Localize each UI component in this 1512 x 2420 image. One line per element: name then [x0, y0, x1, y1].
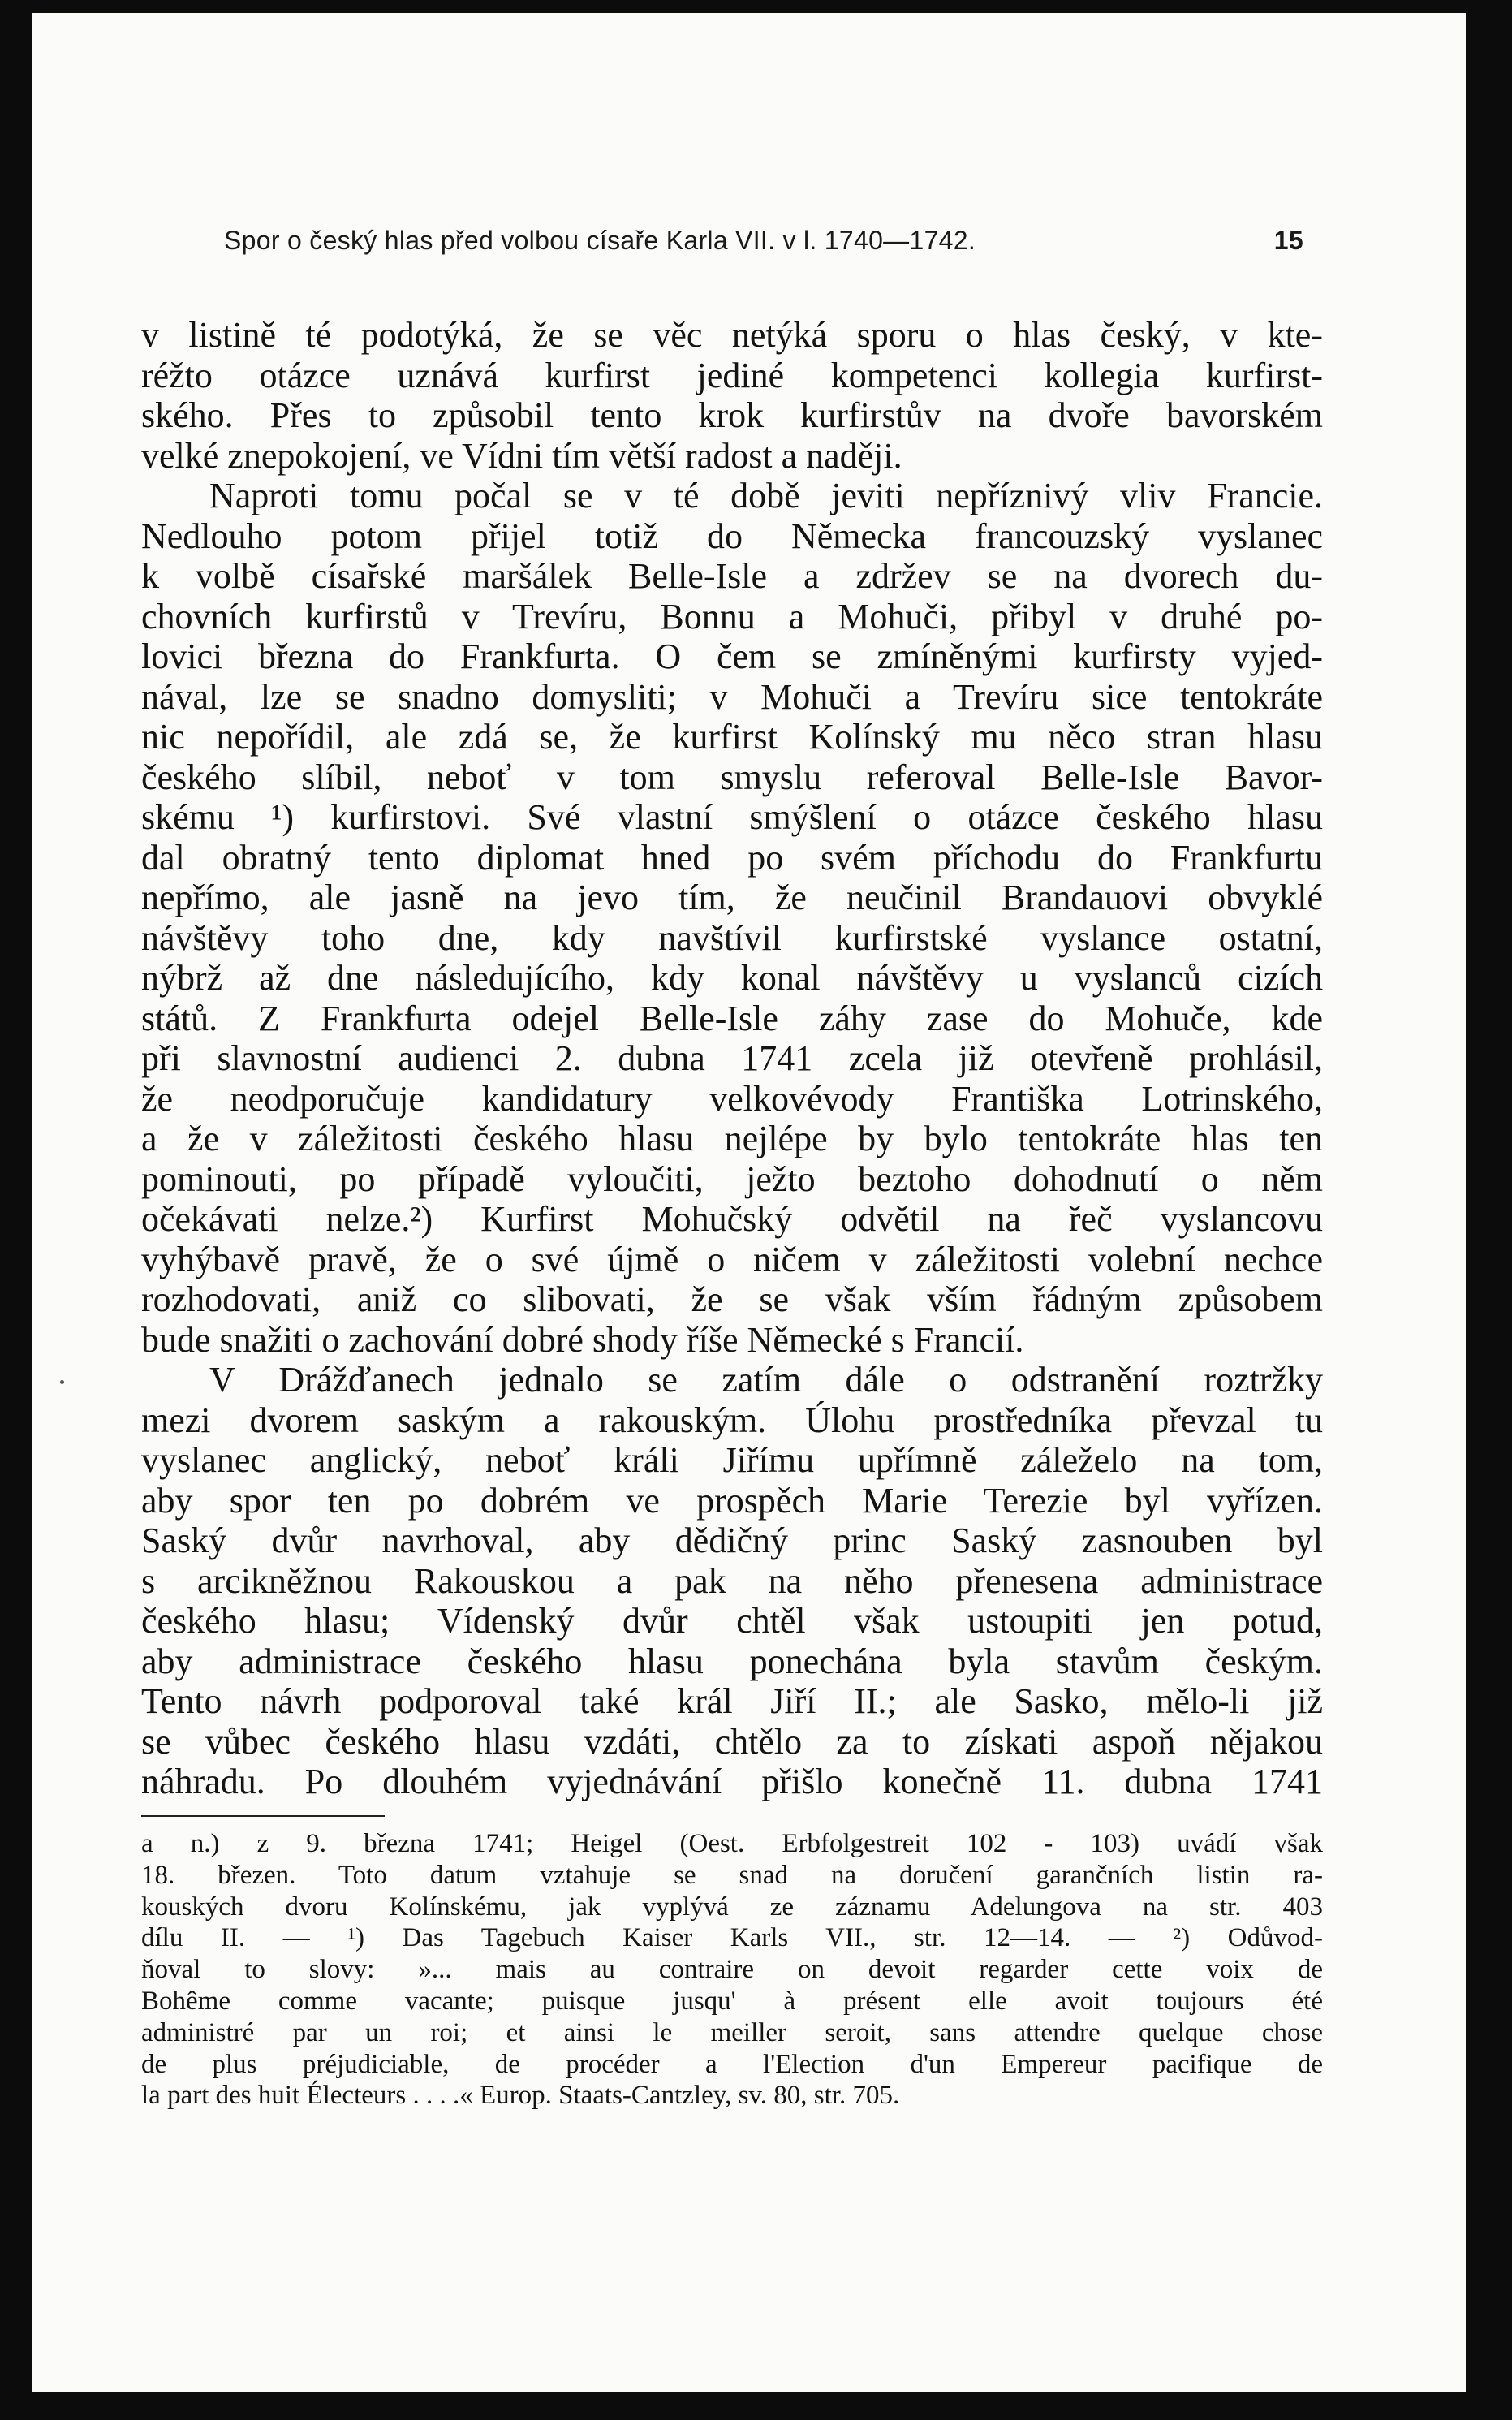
text-line: chovních kurfirstů v Trevíru, Bonnu a Mohuči, přibyl v druhé po- [141, 596, 1323, 636]
text-line: velké znepokojení, ve Vídni tím větší radost a naději. [141, 435, 902, 476]
text-line: náhradu. Po dlouhém vyjednávání přišlo konečně 11. dubna 1741 [141, 1762, 1323, 1801]
text-line: aby administrace českého hlasu ponechána byla stavům českým. [141, 1641, 1323, 1681]
footnotes [141, 1828, 1323, 2112]
footnote-line: dílu II. — ¹) Das Tagebuch Kaiser Karls VII., str. 12—14. — ²) Odůvod- [141, 1923, 1323, 1953]
text-line: a že v záležitosti českého hlasu nejlépe by bylo tentokráte hlas ten [141, 1119, 1323, 1158]
page-number: 15 [1273, 226, 1303, 255]
main-text [141, 315, 1323, 1802]
footnote-line: de plus préjudiciable, de procéder a l'Election d'un Empereur pacifique de [141, 2049, 1323, 2079]
text-line: že neodporučuje kandidatury velkovévody Františka Lotrinského, [141, 1078, 1323, 1119]
text-line: českého slíbil, neboť v tom smyslu referoval Belle-Isle Bavor- [141, 757, 1323, 797]
text-line: k volbě císařské maršálek Belle-Isle a zdržev se na dvorech du- [141, 556, 1323, 596]
text-line: Tento návrh podporoval také král Jiří II.; ale Sasko, mělo-li již [141, 1681, 1323, 1721]
text-line: v listině té podotýká, že se věc netýká sporu o hlas český, v kte- [141, 315, 1323, 355]
text-line: Nedlouho potom přijel totiž do Německa francouzský vyslanec [141, 515, 1323, 556]
text-line: réžto otázce uznává kurfirst jediné kompetenci kollegia kurfirst- [141, 355, 1323, 395]
text-line: nával, lze se snadno domysliti; v Mohuči a Trevíru sice tentokráte [141, 676, 1323, 717]
text-line: skému ¹) kurfirstovi. Své vlastní smýšlení o otázce českého hlasu [141, 797, 1323, 837]
footnote-separator [141, 1815, 385, 1817]
running-header [224, 226, 1303, 266]
footnote-line: administré par un roi; et ainsi le meiller seroit, sans attendre quelque chose [141, 2017, 1323, 2047]
text-line: rozhodovati, aniž co slibovati, že se však vším řádným způsobem [141, 1279, 1323, 1319]
text-line: dal obratný tento diplomat hned po svém příchodu do Frankfurtu [141, 837, 1323, 878]
text-line: vyhýbavě pravě, že o své újmě o ničem v záležitosti volební nechce [141, 1239, 1323, 1279]
running-title: Spor o český hlas před volbou císaře Karla VII. v l. 1740—1742. [224, 226, 976, 255]
text-line: českého hlasu; Vídenský dvůr chtěl však ustoupiti jen potud, [141, 1601, 1323, 1641]
text-line: vyslanec anglický, neboť králi Jiřímu upřímně záleželo na tom, [141, 1440, 1323, 1480]
text-line: očekávati nelze.²) Kurfirst Mohučský odvětil na řeč vyslancovu [141, 1199, 1323, 1239]
text-line: lovici března do Frankfurta. O čem se zmíněnými kurfirsty vyjed- [141, 636, 1323, 676]
text-line: států. Z Frankfurta odejel Belle-Isle záhy zase do Mohuče, kde [141, 998, 1323, 1038]
text-line: pominouti, po případě vyloučiti, ježto beztoho dohodnutí o něm [141, 1158, 1323, 1199]
text-line: nepřímo, ale jasně na jevo tím, že neučinil Brandauovi obvyklé [141, 878, 1323, 917]
footnote-line: kouských dvoru Kolínskému, jak vyplývá ze záznamu Adelungova na str. 403 [141, 1892, 1323, 1922]
text-line: ského. Přes to způsobil tento krok kurfirstův na dvoře bavorském [141, 395, 1323, 435]
footnote-line: 18. březen. Toto datum vztahuje se snad na doručení garančních listin ra- [141, 1860, 1323, 1890]
footnote-line: la part des huit Électeurs . . . .« Europ. Staats-Cantzley, sv. 80, str. 705. [141, 2081, 900, 2111]
text-line: V Drážďanech jednalo se zatím dále o odstranění roztržky [209, 1360, 1323, 1400]
text-line: bude snažiti o zachování dobré shody říše Německé s Francií. [141, 1319, 1024, 1360]
text-line: mezi dvorem saským a rakouským. Úlohu prostředníka převzal tu [141, 1400, 1323, 1440]
footnote-line: ňoval to slovy: »... mais au contraire on devoit regarder cette voix de [141, 1955, 1323, 1985]
text-line: při slavnostní audienci 2. dubna 1741 zcela již otevřeně prohlásil, [141, 1038, 1323, 1078]
text-line: aby spor ten po dobrém ve prospěch Marie Terezie byl vyřízen. [141, 1480, 1323, 1521]
text-line: nýbrž až dne následujícího, kdy konal návštěvy u vyslanců cizích [141, 958, 1323, 998]
text-line: s arcikněžnou Rakouskou a pak na něho přenesena administrace [141, 1560, 1323, 1601]
text-line: se vůbec českého hlasu vzdáti, chtělo za to získati aspoň nějakou [141, 1721, 1323, 1762]
text-line: návštěvy toho dne, kdy navštívil kurfirstské vyslance ostatní, [141, 917, 1323, 958]
text-line: Saský dvůr navrhoval, aby dědičný princ Saský zasnouben byl [141, 1521, 1323, 1560]
scan-speck [60, 1380, 64, 1384]
book-page [32, 13, 1466, 2392]
text-line: nic nepořídil, ale zdá se, že kurfirst Kolínský mu něco stran hlasu [141, 717, 1323, 757]
footnote-line: Bohême comme vacante; puisque jusqu' à présent elle avoit toujours été [141, 1986, 1323, 2016]
footnote-line: a n.) z 9. března 1741; Heigel (Oest. Erbfolgestreit 102 - 103) uvádí však [141, 1829, 1323, 1858]
text-line: Naproti tomu počal se v té době jeviti nepříznivý vliv Francie. [209, 476, 1323, 515]
